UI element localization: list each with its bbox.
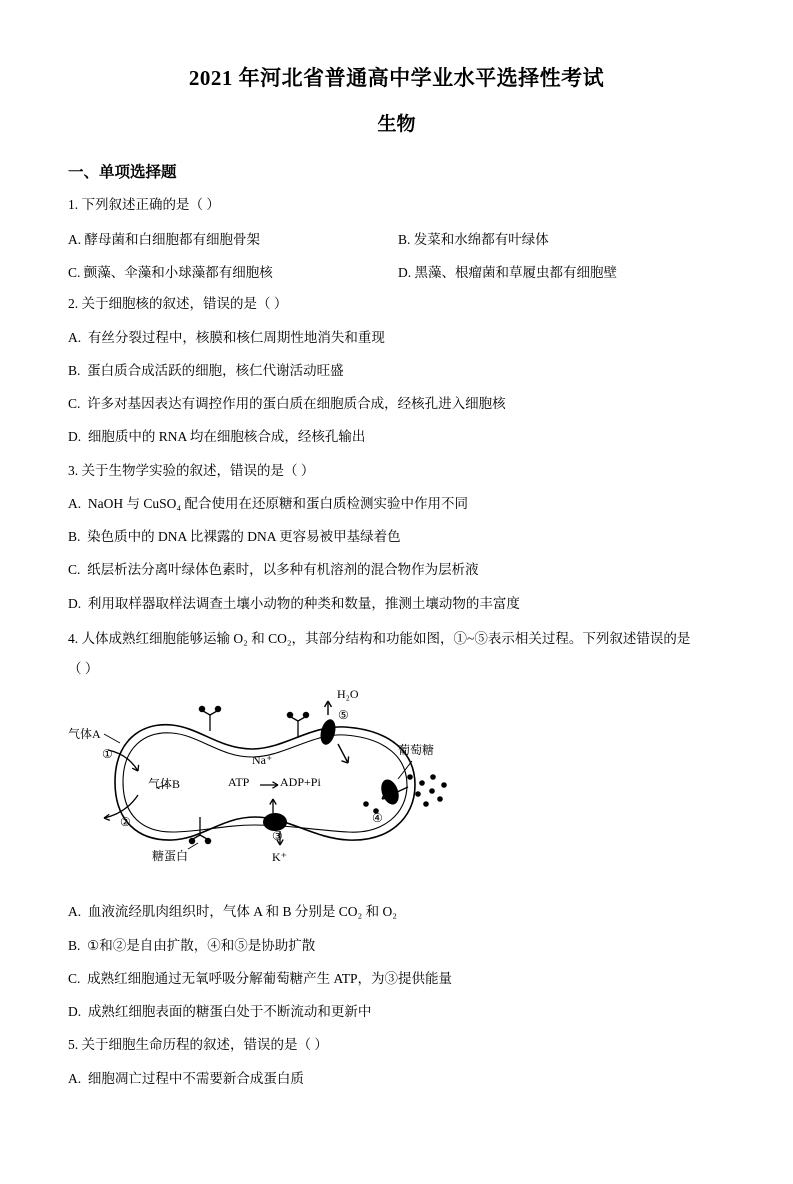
option-label: A. [68,495,82,511]
question-1-options-row-2 [68,261,748,281]
option-text: 有丝分裂过程中，核膜和核仁周期性地消失和重现 [87,329,385,345]
question-3-option-d [68,594,793,614]
option-label: C. [68,265,81,281]
option-text: 细胞质中的 RNA 均在细胞核合成，经核孔输出 [87,429,366,445]
option-text: 许多对基因表达有调控作用的蛋白质在细胞质合成，经核孔进入细胞核 [87,396,506,411]
exam-paper-page [0,62,793,1184]
label-circle-3: ③ [272,829,283,844]
question-1-option-d [398,261,617,281]
question-4-stem-continued: （ ） [68,661,99,677]
label-potassium: K⁺ [272,850,287,865]
option-text: 染色质中的 DNA 比裸露的 DNA 更容易被甲基绿着色 [87,529,401,544]
question-3-stem [68,461,793,481]
option-label: D. [68,595,82,611]
label-glycoprotein: 糖蛋白 [152,849,189,864]
question-4-text: 人体成熟红细胞能够运输 O₂ 和 CO₂，其部分结构和功能如图，①~⑤表示相关过程。下列叙述错误的是 [81,630,691,646]
question-2-text: 关于细胞核的叙述，错误的是（ ） [81,296,288,312]
option-text: 酵母菌和白细胞都有细胞骨架 [84,232,260,248]
option-text: 蛋白质合成活跃的细胞，核仁代谢活动旺盛 [87,362,344,378]
option-text: 黑藻、根瘤菌和草履虫都有细胞壁 [414,265,617,281]
label-adp: ADP+Pi [280,775,321,790]
question-2-option-c [68,394,793,414]
question-1-option-b [398,228,549,248]
label-circle-2: ② [120,815,131,830]
option-text: 发菜和水绵都有叶绿体 [413,232,549,248]
option-text: 纸层析法分离叶绿体色素时，以多种有机溶剂的混合物作为层析液 [87,562,479,578]
page-subtitle: 生物 [377,114,416,135]
question-1-text: 下列叙述正确的是（ ） [81,197,220,212]
option-text: 成熟红细胞通过无氧呼吸分解葡萄糖产生 ATP，为③提供能量 [87,970,453,986]
section-heading: 一、单项选择题 [68,164,177,181]
question-3-text: 关于生物学实验的叙述，错误的是（ ） [81,462,315,478]
diagram-svg [60,687,480,882]
page-title: 2021 年河北省普通高中学业水平选择性考试 [188,66,605,90]
question-3-option-a [68,494,793,514]
question-5-stem [68,1035,793,1055]
question-1-option-c [68,261,398,281]
question-1-option-a [68,228,398,248]
option-label: D. [68,1004,82,1020]
question-5-text: 关于细胞生命历程的叙述，错误的是（ ） [81,1037,328,1053]
question-1-stem [68,195,793,215]
question-2-option-b [68,361,793,381]
question-2-option-a [68,328,793,348]
label-circle-5: ⑤ [338,708,349,723]
question-4-option-a [68,902,793,922]
option-text: NaOH 与 CuSO₄ 配合使用在还原糖和蛋白质检测实验中作用不同 [87,495,468,511]
question-5-number: 5. [68,1037,79,1053]
option-label: A. [68,904,82,920]
label-sodium: Na⁺ [252,753,273,768]
option-label: B. [398,232,411,248]
question-1-number: 1. [68,197,79,212]
option-label: A. [68,232,82,248]
option-label: D. [398,265,412,281]
option-label: B. [68,937,81,953]
option-label: B. [68,362,81,378]
option-text: 利用取样器取样法调查土壤小动物的种类和数量，推测土壤动物的丰富度 [87,595,520,611]
question-5-option-a [68,1069,793,1089]
option-text: 血液流经肌肉组织时，气体 A 和 B 分别是 CO₂ 和 O₂ [87,904,397,920]
question-4-option-b [68,936,793,956]
cell-transport-diagram [60,687,480,882]
label-circle-4: ④ [372,811,383,826]
question-3-option-c [68,560,793,580]
question-4-number: 4. [68,630,79,646]
question-4-stem [68,628,728,650]
label-glucose: 葡萄糖 [398,743,435,758]
option-text: 细胞凋亡过程中不需要新合成蛋白质 [87,1070,304,1086]
option-label: D. [68,429,82,445]
option-label: C. [68,970,81,986]
label-gas-b: 气体B [148,777,181,792]
option-text: ①和②是自由扩散，④和⑤是协助扩散 [87,937,316,953]
question-1-options-row-1 [68,228,748,248]
question-2-number: 2. [68,296,79,312]
question-4-option-d [68,1002,793,1022]
option-text: 颤藻、伞藻和小球藻都有细胞核 [83,265,273,281]
option-text: 成熟红细胞表面的糖蛋白处于不断流动和更新中 [87,1004,372,1020]
question-3-option-b [68,527,793,547]
question-3-number: 3. [68,462,79,478]
label-water: H₂O [337,687,359,702]
label-atp: ATP [228,775,250,790]
option-label: A. [68,329,82,345]
option-label: A. [68,1070,82,1086]
question-2-stem [68,294,793,314]
option-label: C. [68,562,81,578]
question-4-option-c [68,969,793,989]
option-label: B. [68,529,81,544]
option-label: C. [68,396,81,411]
label-gas-a: 气体A [68,727,101,742]
label-circle-1: ① [102,747,113,762]
question-2-option-d [68,427,793,447]
